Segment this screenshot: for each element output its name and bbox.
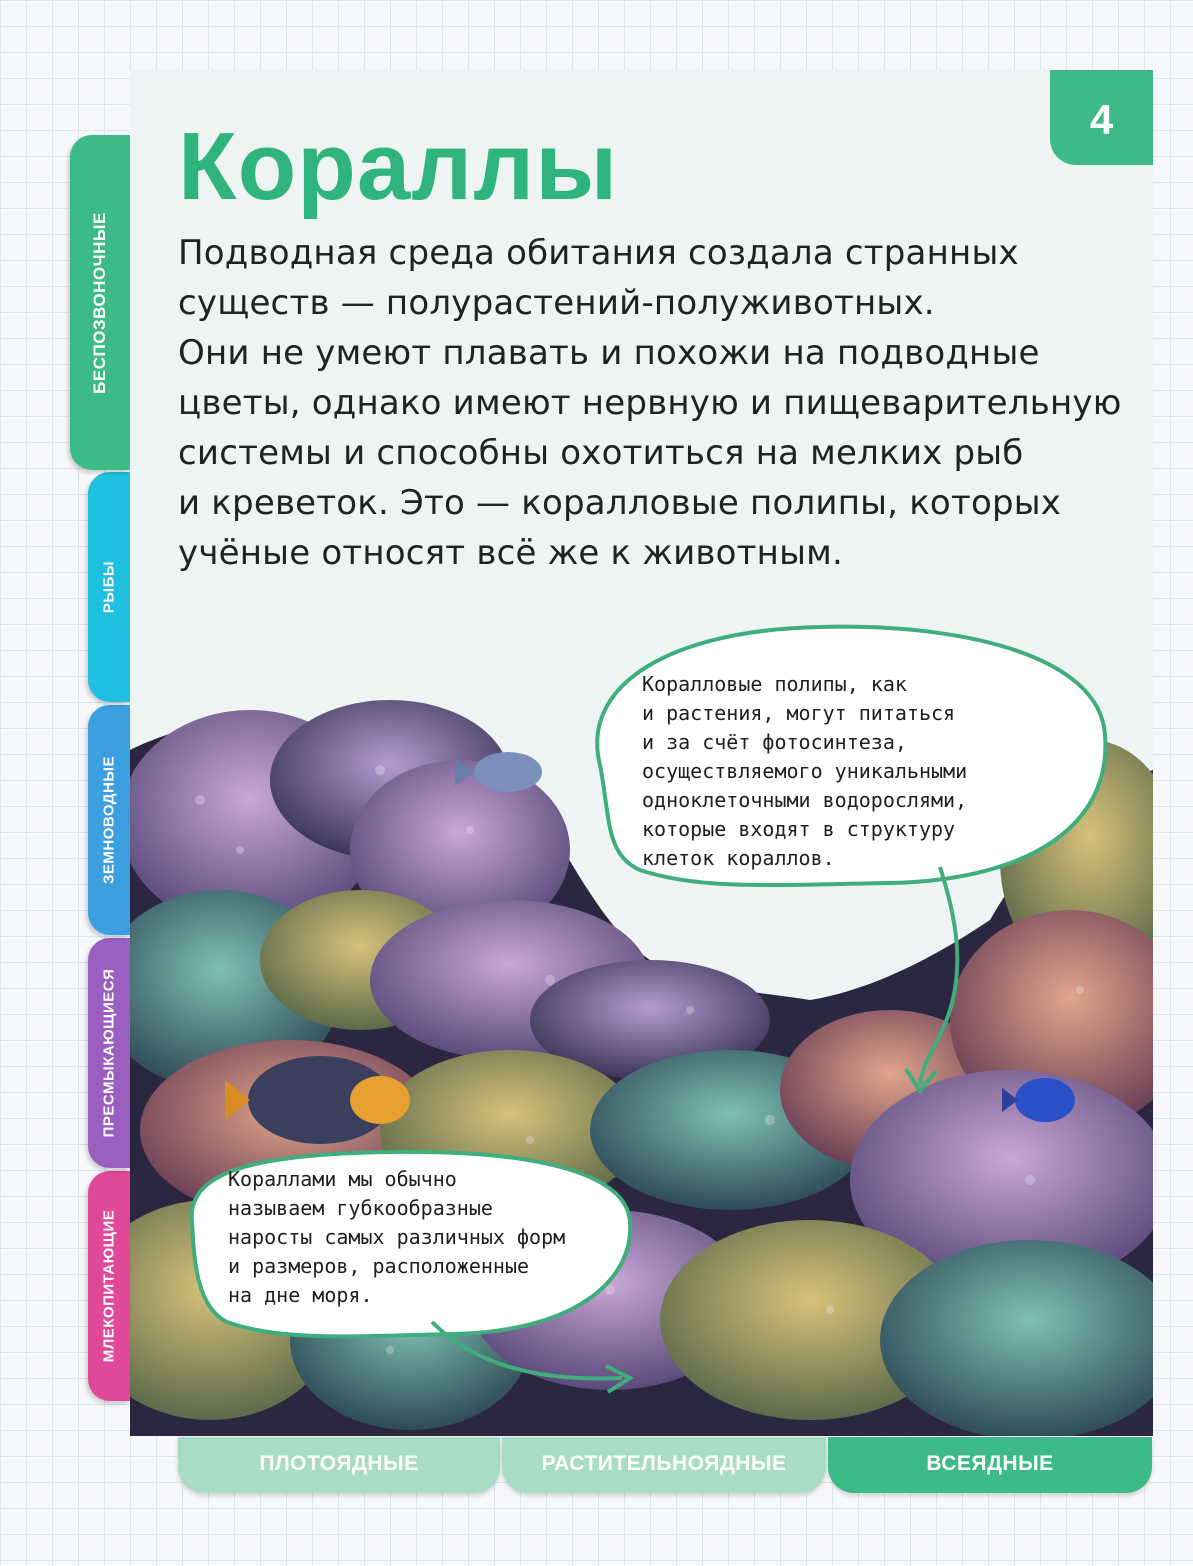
callout-top-line: которые входят в структуру: [642, 817, 956, 841]
intro-line: Они не умеют плавать и похожи на подводные: [178, 333, 1040, 373]
tab-invertebrates-label: БЕСПОЗВОНОЧНЫЕ: [90, 211, 109, 394]
page-title: Кораллы: [178, 113, 619, 220]
tab-herbivores[interactable]: РАСТИТЕЛЬНОЯДНЫЕ: [502, 1437, 826, 1493]
tab-invertebrates[interactable]: [70, 135, 130, 470]
tab-carnivores[interactable]: ПЛОТОЯДНЫЕ: [178, 1437, 500, 1493]
tab-amphibians[interactable]: [88, 705, 130, 935]
callout-top-line: одноклеточными водорослями,: [642, 788, 968, 812]
tab-fish[interactable]: [88, 472, 130, 702]
intro-line: и креветок. Это — коралловые полипы, которых: [178, 483, 1062, 523]
callout-top-line: и за счёт фотосинтеза,: [642, 730, 907, 754]
intro-line: системы и способны охотиться на мелких рыб: [178, 433, 1024, 473]
intro-line: цветы, однако имеют нервную и пищеварительную: [178, 383, 1122, 423]
tab-mammals[interactable]: [88, 1171, 130, 1401]
intro-text: [178, 228, 1138, 578]
callout-bottom-line: называем губкообразные: [228, 1196, 493, 1220]
callout-bottom-line: наросты самых различных форм: [228, 1225, 566, 1249]
callout-bottom-line: Кораллами мы обычно: [228, 1167, 457, 1191]
tab-fish-label: РЫБЫ: [100, 560, 118, 614]
intro-line: учёные относят всё же к животным.: [178, 533, 843, 573]
callout-top-line: клеток кораллов.: [642, 846, 835, 870]
callout-top-line: и растения, могут питаться: [642, 701, 956, 725]
callout-bottom-line: и размеров, расположенные: [228, 1254, 530, 1278]
page-number: 4: [1050, 70, 1153, 165]
callout-bottom-line: на дне моря.: [228, 1283, 373, 1307]
intro-line: Подводная среда обитания создала странных: [178, 233, 1019, 273]
page: [130, 70, 1153, 1436]
tab-omnivores[interactable]: ВСЕЯДНЫЕ: [828, 1437, 1152, 1493]
tab-amphibians-label: ЗЕМНОВОДНЫЕ: [100, 755, 118, 885]
callout-text-bottom: [228, 1165, 565, 1310]
callout-top-line: осуществляемого уникальными: [642, 759, 968, 783]
tab-reptiles-label: ПРЕСМЫКАЮЩИЕСЯ: [100, 968, 118, 1138]
tab-reptiles[interactable]: [88, 938, 130, 1168]
tab-mammals-label: МЛЕКОПИТАЮЩИЕ: [100, 1209, 118, 1363]
callout-text-top: [642, 670, 967, 873]
intro-line: существ — полурастений-полуживотных.: [178, 283, 935, 323]
callout-top-line: Коралловые полипы, как: [642, 672, 907, 696]
